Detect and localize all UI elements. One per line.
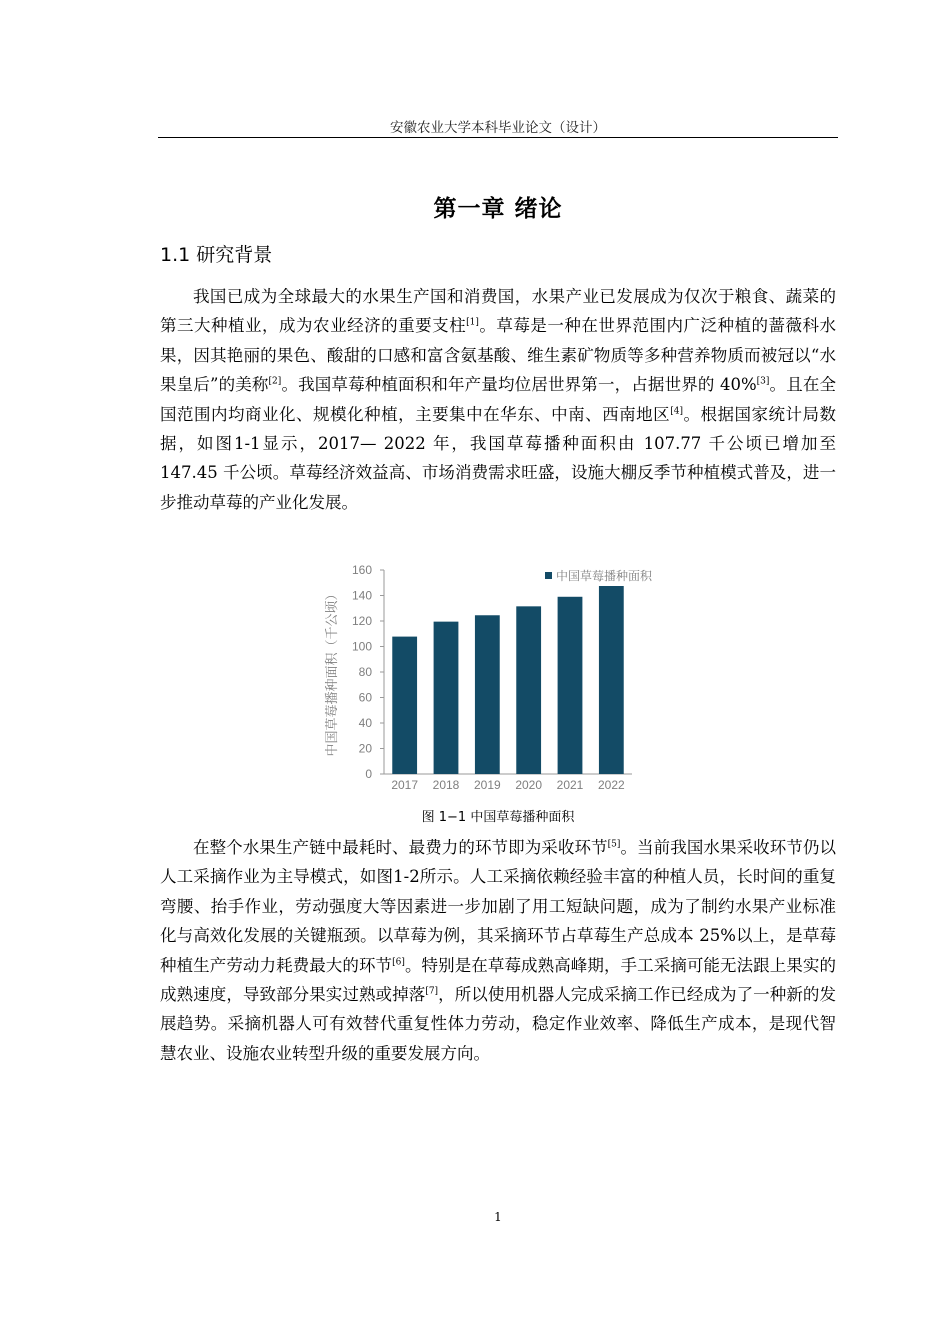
- citation: [1]: [466, 317, 479, 328]
- citation: [7]: [425, 986, 439, 997]
- header-rule: [158, 137, 838, 138]
- bar: [475, 615, 500, 774]
- y-tick-label: 140: [351, 588, 372, 603]
- text-run: 。根据国家统计局数据，如图1-1显示，2017— 2022 年，我国草莓播种面积由 107.77 千公顷已增加至 147.45 千公顷。草莓经济效益高、市场消费需求旺盛，设施大棚反季节种植模式普及，进一步推动草莓的产业化发展。: [160, 404, 837, 512]
- bar: [434, 622, 459, 774]
- y-tick-label: 100: [351, 639, 372, 654]
- legend-label: 中国草莓播种面积: [556, 569, 653, 583]
- y-tick-label: 40: [358, 716, 372, 730]
- bar: [516, 606, 541, 774]
- bar: [558, 597, 583, 774]
- citation: [5]: [607, 839, 621, 850]
- text-run: 在整个水果生产链中最耗时、最费力的环节即为采收环节: [193, 838, 608, 857]
- text-run: 。当前我国水果采收环节仍以人工采摘作业为主导模式，如图1-2所示。人工采摘依赖经验丰富的种植人员，长时间的重复弯腰、抬手作业，劳动强度大等因素进一步加剧了用工短缺问题，成为了制约水果产业标准化与高效化发展的关键瓶颈。以草莓为例，其采摘环节占草莓生产总成本 25%以上，是草莓种植生产劳动力耗费最大的环节: [160, 838, 837, 975]
- y-tick-label: 0: [365, 767, 372, 781]
- figure-1-1: [300, 560, 660, 800]
- x-tick-label: 2019: [473, 778, 501, 792]
- text-run: 。特别是在草莓成熟高峰期，手工采摘可能无法跟上果实的成熟速度，导致部分果实过熟或掉落: [160, 955, 837, 1005]
- x-tick-label: 2017: [391, 778, 419, 792]
- x-tick-label: 2021: [556, 778, 584, 792]
- y-tick-label: 60: [358, 690, 372, 705]
- x-tick-label: 2020: [515, 778, 543, 792]
- running-header: 安徽农业大学本科毕业论文（设计）: [390, 120, 606, 136]
- bar: [392, 637, 417, 774]
- x-tick-label: 2022: [597, 778, 625, 792]
- text-run: ，所以使用机器人完成采摘工作已经成为了一种新的发展趋势。采摘机器人可有效替代重复性体力劳动，稳定作业效率、降低生产成本，是现代智慧农业、设施农业转型升级的重要发展方向。: [160, 985, 837, 1063]
- citation: [6]: [392, 957, 405, 968]
- y-tick-label: 160: [351, 563, 372, 577]
- x-tick-label: 2018: [432, 778, 460, 792]
- text-run: 。且在全国范围内均商业化、规模化种植，主要集中在华东、中南、西南地区: [160, 375, 837, 424]
- citation: [3]: [756, 376, 770, 387]
- text-run: 。草莓是一种在世界范围内广泛种植的蔷薇科水果，因其艳丽的果色、酸甜的口感和富含氨基酸、维生素矿物质等多种营养物质而被冠以“水果皇后”的美称: [160, 316, 837, 395]
- paragraph-background-2: [160, 833, 836, 1068]
- bar-chart: [300, 560, 660, 800]
- text-run: 我国已成为全球最大的水果生产国和消费国，水果产业已发展成为仅次于粮食、蔬菜的第三大种植业，成为农业经济的重要支柱: [160, 287, 836, 336]
- section-title: 1.1 研究背景: [160, 244, 273, 266]
- y-tick-label: 80: [358, 665, 372, 679]
- text-run: 。我国草莓种植面积和年产量均位居世界第一，占据世界的 40%: [281, 375, 757, 395]
- y-tick-label: 120: [351, 614, 372, 628]
- y-tick-label: 20: [358, 741, 372, 756]
- y-axis-label: 中国草莓播种面积（千公顷）: [324, 587, 339, 757]
- figure-caption: 图 1−1 中国草莓播种面积: [421, 810, 575, 825]
- paragraph-background-1: [160, 282, 836, 517]
- chapter-title: 第一章 绪论: [433, 196, 563, 222]
- citation: [2]: [268, 376, 282, 387]
- bar: [599, 586, 624, 774]
- citation: [4]: [670, 406, 683, 417]
- legend-swatch: [545, 572, 552, 579]
- page-number: 1: [494, 1210, 502, 1224]
